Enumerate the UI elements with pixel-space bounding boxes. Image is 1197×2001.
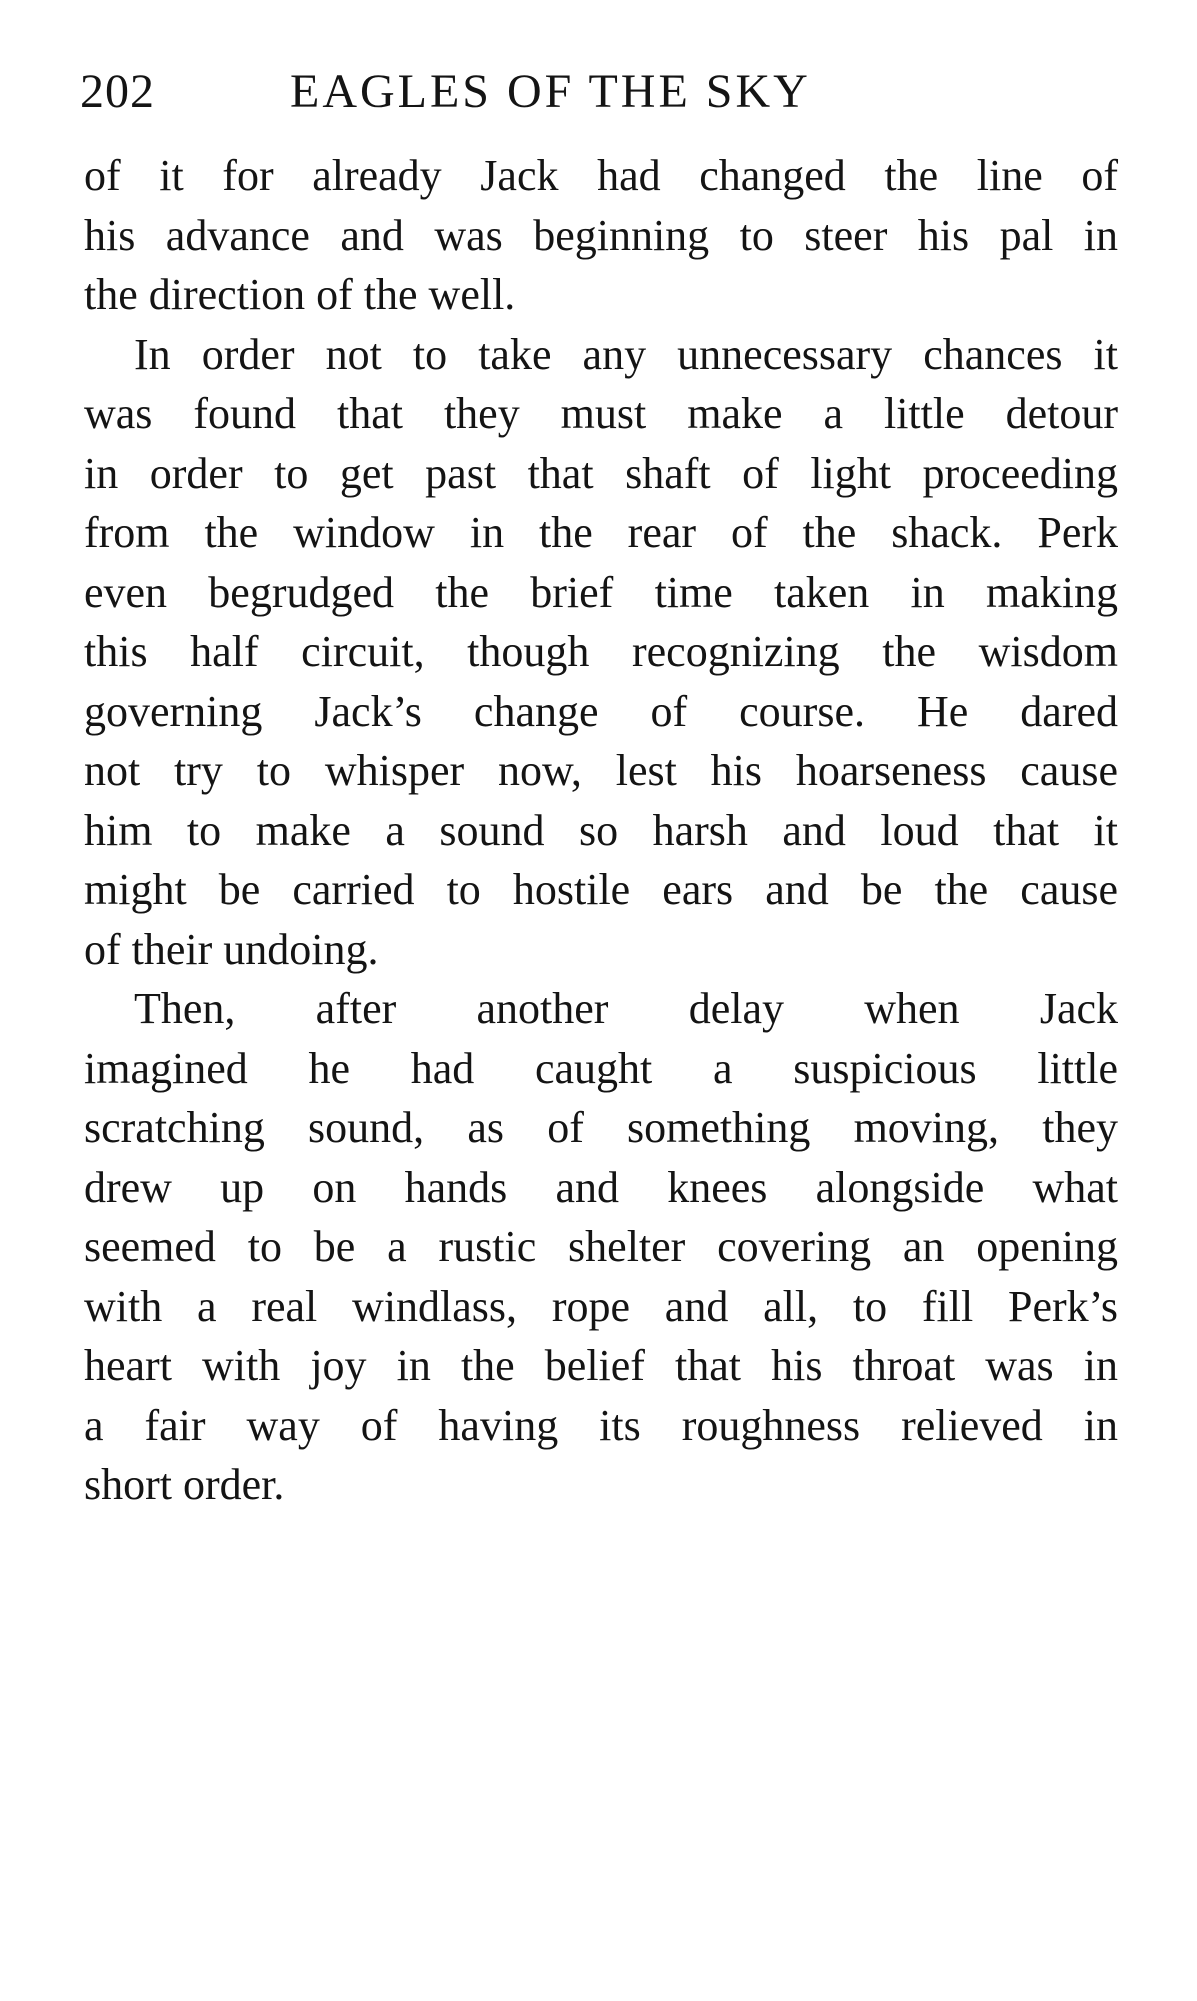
text-line: Then, after another delay when Jack [134,984,1118,1033]
text-line: a fair way of having its roughness relieved in [84,1400,1118,1450]
text-line: of their undoing. [84,924,379,974]
text-line: this half circuit, though recognizing the wisdom [84,627,1118,676]
text-line: might be carried to hostile ears and be the cause [84,865,1118,914]
running-head [80,62,1120,122]
text-line: of it for already Jack had changed the line of [84,151,1118,200]
text-line: his advance and was beginning to steer his pal in [84,210,1118,260]
text-line: short order. [84,1460,285,1509]
book-title: EAGLES OF THE SKY [290,65,811,118]
text-line: even begrudged the brief time taken in making [84,567,1118,617]
body-text [84,146,1118,1515]
text-line: him to make a sound so harsh and loud that it [84,805,1118,855]
paragraph-2 [84,325,1118,980]
text-line: seemed to be a rustic shelter covering an opening [84,1222,1118,1271]
text-line: heart with joy in the belief that his throat was in [84,1341,1118,1390]
text-line: with a real windlass, rope and all, to fill Perk’s [84,1281,1118,1331]
text-line: was found that they must make a little detour [84,389,1118,438]
paragraph-3 [84,979,1118,1515]
text-line: imagined he had caught a suspicious little [84,1043,1118,1093]
text-line: drew up on hands and knees alongside what [84,1162,1118,1212]
page-number: 202 [80,65,155,118]
text-line: the direction of the well. [84,270,516,319]
paragraph-1 [84,146,1118,325]
text-line: In order not to take any unnecessary chances it [134,329,1118,379]
text-line: in order to get past that shaft of light proceeding [84,448,1118,498]
text-line: governing Jack’s change of course. He dared [84,686,1118,736]
text-line: scratching sound, as of something moving, they [84,1103,1118,1152]
text-line: not try to whisper now, lest his hoarseness cause [84,746,1118,795]
text-line: from the window in the rear of the shack. Perk [84,508,1118,557]
